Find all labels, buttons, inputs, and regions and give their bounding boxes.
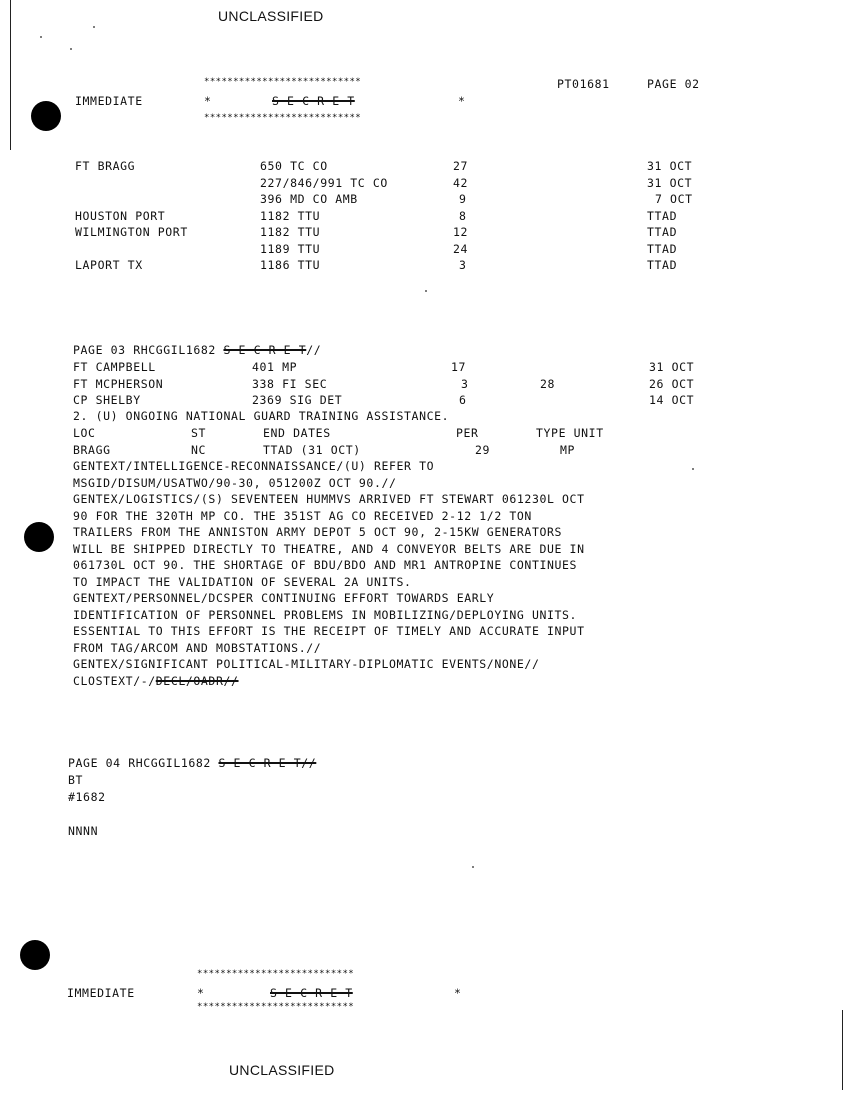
unit-cell: 401 MP [252, 360, 298, 374]
unit-cell: 396 MD CO AMB [260, 192, 358, 206]
date-cell: 31 OCT [647, 175, 693, 190]
per-cell: 29 [475, 442, 491, 457]
location-cell: FT CAMPBELL [73, 360, 156, 374]
punch-hole-bottom [20, 940, 50, 970]
column-header-end-dates: END DATES [263, 426, 331, 440]
body-line: GENTEXT/PERSONNEL/DCSPER CONTINUING EFFORT TOWARDS EARLY [73, 591, 495, 605]
date-cell: 7 OCT [655, 192, 693, 206]
clostext-struck: DECL/OADR// [155, 673, 239, 688]
column-header-per: PER [456, 426, 479, 440]
header-stars-bottom: *************************** [204, 113, 362, 123]
scan-speck [93, 26, 95, 28]
table-row [75, 224, 775, 241]
punch-hole-middle [24, 522, 54, 552]
personnel-cell: 42 [453, 175, 469, 190]
table-row [75, 158, 775, 175]
body-line: GENTEXT/INTELLIGENCE-RECONNAISSANCE/(U) REFER TO [73, 459, 435, 473]
page03-header [73, 342, 321, 359]
personnel-cell: 3 [461, 376, 469, 391]
body-line: WILL BE SHIPPED DIRECTLY TO THEATRE, AND 4 CONVEYOR BELTS ARE DUE IN [73, 541, 585, 556]
type-unit-cell: MP [560, 442, 576, 457]
unit-cell: 338 FI SEC [252, 376, 328, 391]
table-header-row [73, 425, 773, 442]
page03-header-suffix: // [306, 343, 322, 357]
body-line: 90 FOR THE 320TH MP CO. THE 351ST AG CO RECEIVED 2-12 1/2 TON [73, 508, 532, 523]
personnel-cell: 12 [453, 225, 469, 239]
table-row [75, 175, 775, 192]
column-header-st: ST [191, 426, 207, 440]
footer-classification-struck: S E C R E T [270, 986, 353, 1000]
deployment-table-2 [73, 359, 773, 409]
scan-speck [425, 290, 427, 292]
table-row [73, 442, 773, 459]
date-cell: TTAD [647, 208, 678, 223]
message-id: PT01681 [557, 77, 610, 91]
unit-cell: 1189 TTU [260, 241, 321, 256]
end-of-message: NNNN [68, 824, 99, 838]
header-star-right: * [458, 94, 466, 108]
body-line: FROM TAG/ARCOM AND MOBSTATIONS.// [73, 640, 322, 655]
date-cell: 14 OCT [649, 393, 695, 407]
table-row [75, 191, 775, 208]
scan-speck [472, 866, 474, 868]
table-row [73, 376, 773, 393]
body-line: ESSENTIAL TO THIS EFFORT IS THE RECEIPT OF TIMELY AND ACCURATE INPUT [73, 624, 585, 638]
scan-speck [70, 48, 72, 50]
personnel-cell: 9 [459, 192, 467, 206]
header-stars-top: *************************** [204, 77, 362, 87]
loc-cell: BRAGG [73, 442, 111, 457]
date-cell: TTAD [647, 225, 678, 239]
unit-cell: 1186 TTU [260, 258, 321, 272]
end-dates-cell: TTAD (31 OCT) [263, 442, 361, 457]
location-cell: WILMINGTON PORT [75, 225, 188, 239]
body-line: IDENTIFICATION OF PERSONNEL PROBLEMS IN MOBILIZING/DEPLOYING UNITS. [73, 607, 578, 622]
header-classification-struck: S E C R E T [272, 94, 355, 108]
personnel-cell: 3 [459, 258, 467, 272]
footer-stars-bottom: *************************** [197, 1002, 355, 1012]
personnel-cell: 6 [459, 393, 467, 407]
body-line: GENTEX/SIGNIFICANT POLITICAL-MILITARY-DIPLOMATIC EVENTS/NONE// [73, 657, 540, 671]
body-line: TO IMPACT THE VALIDATION OF SEVERAL 2A UNITS. [73, 574, 412, 589]
unit-cell: 1182 TTU [260, 225, 321, 239]
table-row [75, 208, 775, 225]
unit-cell: 650 TC CO [260, 159, 328, 173]
page03-classification-struck: S E C R E T [223, 343, 307, 357]
footer-stars-top: *************************** [197, 969, 355, 979]
classification-banner-bottom: UNCLASSIFIED [229, 1062, 335, 1078]
table-row [75, 241, 775, 258]
footer-precedence: IMMEDIATE [67, 986, 135, 1000]
unit-cell: 1182 TTU [260, 208, 321, 223]
personnel-cell: 27 [453, 159, 469, 173]
body-line: 061730L OCT 90. THE SHORTAGE OF BDU/BDO AND MR1 ANTROPINE CONTINUES [73, 558, 578, 572]
national-guard-table [73, 425, 773, 458]
extra-cell: 28 [540, 376, 556, 391]
location-cell: LAPORT TX [75, 258, 143, 272]
page03-header-prefix: PAGE 03 RHCGGIL1682 [73, 343, 216, 357]
scan-speck [40, 36, 42, 38]
footer-star-left: * [197, 986, 205, 1000]
location-cell: FT MCPHERSON [73, 376, 164, 391]
body-line: MSGID/DISUM/USATWO/90-30, 051200Z OCT 90.// [73, 475, 397, 490]
message-body [73, 458, 773, 689]
date-cell: TTAD [647, 258, 678, 272]
trailer-number: #1682 [68, 790, 106, 804]
date-cell: 26 OCT [649, 376, 695, 391]
personnel-cell: 8 [459, 208, 467, 223]
location-cell: FT BRAGG [75, 159, 136, 173]
date-cell: TTAD [647, 241, 678, 256]
clostext-line [73, 673, 773, 690]
date-cell: 31 OCT [649, 360, 695, 374]
footer-star-right: * [454, 986, 462, 1000]
personnel-cell: 24 [453, 241, 469, 256]
unit-cell: 227/846/991 TC CO [260, 175, 388, 190]
scan-edge-right [842, 1010, 843, 1090]
table-row [73, 392, 773, 409]
clostext-prefix: CLOSTEXT/-/ [73, 673, 156, 688]
body-line: TRAILERS FROM THE ANNISTON ARMY DEPOT 5 OCT 90, 2-15KW GENERATORS [73, 525, 563, 539]
date-cell: 31 OCT [647, 159, 693, 173]
classification-banner-top: UNCLASSIFIED [218, 8, 324, 24]
column-header-loc: LOC [73, 426, 96, 440]
personnel-cell: 17 [451, 360, 467, 374]
punch-hole-top [31, 101, 61, 131]
deployment-table-1 [75, 158, 775, 274]
page04-header-prefix: PAGE 04 RHCGGIL1682 [68, 756, 211, 770]
st-cell: NC [191, 442, 207, 457]
trailer-bt: BT [68, 773, 84, 787]
header-star-left: * [204, 94, 212, 108]
location-cell: HOUSTON PORT [75, 208, 166, 223]
page-number: PAGE 02 [647, 77, 700, 91]
table-row [73, 359, 773, 376]
page04-header [68, 755, 316, 772]
page04-classification-struck: S E C R E T// [218, 756, 317, 770]
scan-edge-left [10, 0, 11, 150]
table-row [75, 257, 775, 274]
unit-cell: 2369 SIG DET [252, 393, 343, 407]
header-precedence: IMMEDIATE [75, 94, 143, 108]
column-header-type-unit: TYPE UNIT [536, 426, 604, 440]
body-line: GENTEX/LOGISTICS/(S) SEVENTEEN HUMMVS ARRIVED FT STEWART 061230L OCT [73, 492, 585, 506]
location-cell: CP SHELBY [73, 393, 141, 407]
national-guard-title: 2. (U) ONGOING NATIONAL GUARD TRAINING ASSISTANCE. [73, 409, 450, 423]
